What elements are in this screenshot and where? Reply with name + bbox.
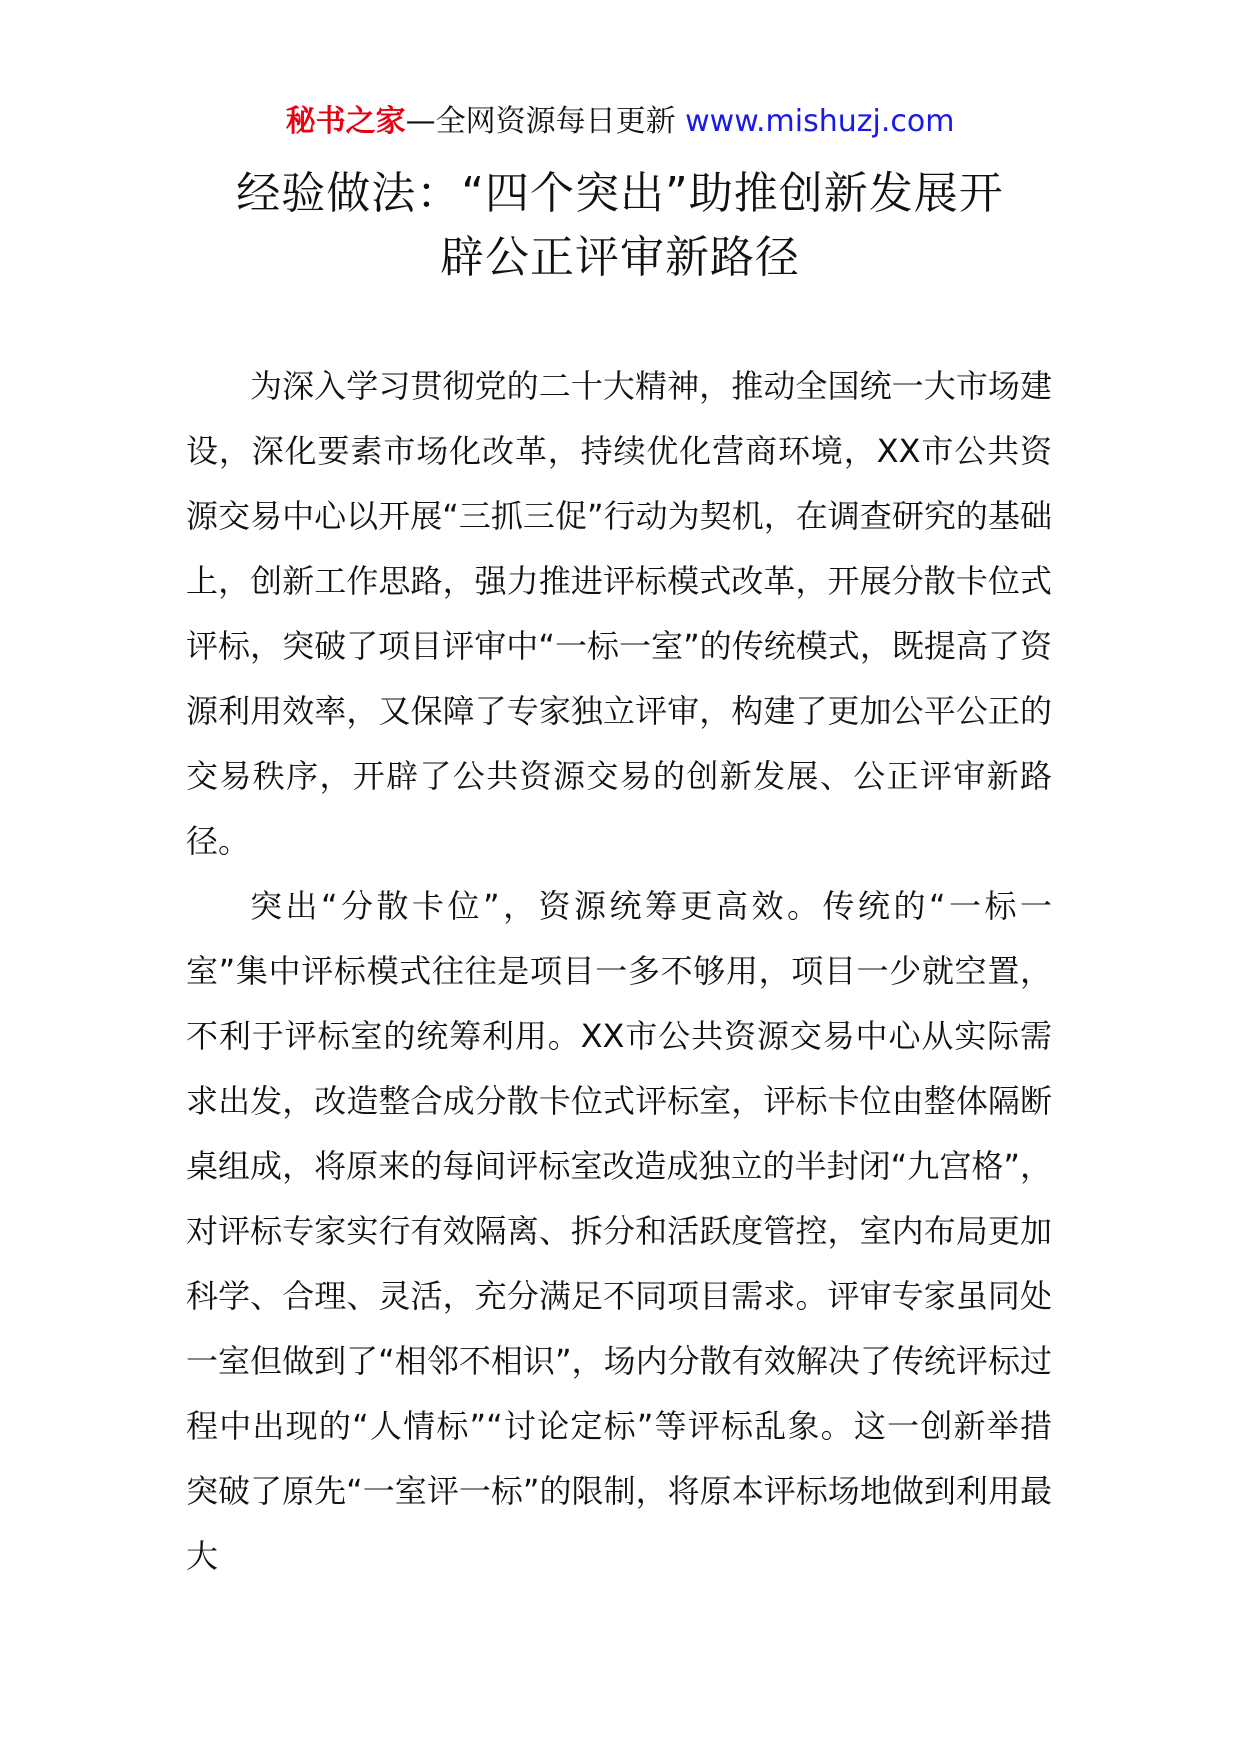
document-title (190, 162, 1050, 290)
paragraph-2: 突出“分散卡位”，资源统筹更高效。传统的“一标一室”集中评标模式往往是项目一多不够用，项目一少就空置，不利于评标室的统筹利用。XX市公共资源交易中心从实际需求出发，改造整合成分散卡位式评标室，评标卡位由整体隔断桌组成，将原来的每间评标室改造成独立的半封闭“九宫格”，对评标专家实行有效隔离、拆分和活跃度管控，室内布局更加科学、合理、灵活，充分满足不同项目需求。评审专家虽同处一室但做到了“相邻不相识”，场内分散有效解决了传统评标过程中出现的“人情标”“讨论定标”等评标乱象。这一创新举措突破了原先“一室评一标”的限制，将原本评标场地做到利用最大 (186, 887, 1052, 1575)
document-body (186, 354, 1052, 1589)
brand-name: 秘书之家 (285, 104, 406, 139)
header-tagline: —全网资源每日更新 (405, 104, 686, 139)
site-header (0, 100, 1240, 144)
paragraph-1: 为深入学习贯彻党的二十大精神，推动全国统一大市场建设，深化要素市场化改革，持续优化营商环境，XX市公共资源交易中心以开展“三抓三促”行动为契机，在调查研究的基础上，创新工作思路，强力推进评标模式改革，开展分散卡位式评标，突破了项目评审中“一标一室”的传统模式，既提高了资源利用效率，又保障了专家独立评审，构建了更加公平公正的交易秩序，开辟了公共资源交易的创新发展、公正评审新路径。 (186, 367, 1052, 860)
title-line-2: 辟公正评审新路径 (440, 232, 800, 283)
title-line-1: 经验做法：“四个突出”助推创新发展开 (236, 168, 1004, 219)
site-url-link[interactable]: www.mishuzj.com (685, 104, 955, 139)
